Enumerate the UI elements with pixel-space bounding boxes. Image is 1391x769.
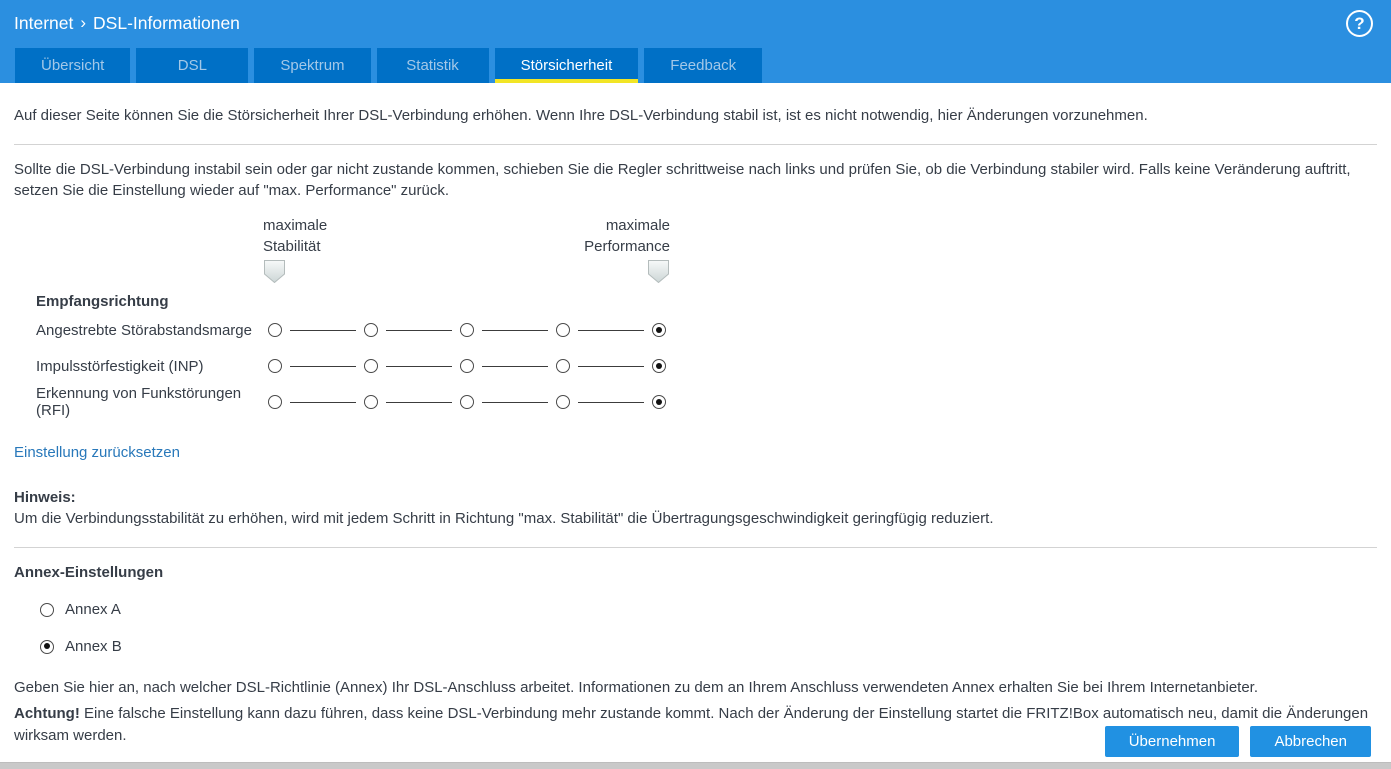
tab-statistik[interactable]: Statistik	[377, 48, 489, 83]
slider-row-erkennung-von-funkstorungen-rfi-	[14, 384, 1377, 420]
annex-description: Geben Sie hier an, nach welcher DSL-Richtlinie (Annex) Ihr DSL-Anschluss arbeitet. Informationen zu dem an Ihrem Anschluss verwendeten Annex erhalten Sie bei Ihrem Internetanbieter.	[14, 679, 1259, 696]
slider-line	[578, 402, 644, 403]
slider-radio-4-selected[interactable]	[652, 323, 666, 337]
slider-line	[482, 366, 548, 367]
slider-radio-2[interactable]	[460, 395, 474, 409]
performance-shield-icon	[648, 260, 669, 283]
main-content	[0, 83, 1391, 747]
slider-row-label: Angestrebte Störabstandsmarge	[36, 321, 252, 339]
instructions-text: Sollte die DSL-Verbindung instabil sein oder gar nicht zustande kommen, schieben Sie die Regler schrittweise nach links und prüfen Sie, ob die Verbindung stabiler wird. Falls keine Veränderung auftritt, setzen Sie die Einstellung wieder auf "max. Performance" zurück.	[14, 161, 1351, 199]
annex-warning-text: Eine falsche Einstellung kann dazu führen, dass keine DSL-Verbindung mehr zustande kommt. Nach der Änderung der Einstellung startet die FRITZ!Box automatisch neu, damit die Änderungen wirksam werden.	[14, 705, 1369, 744]
slider-row-impulsstorfestigkeit-inp-	[14, 348, 1377, 384]
slider-track	[268, 395, 666, 409]
annex-option-label: Annex B	[65, 638, 122, 655]
slider-radio-0[interactable]	[268, 395, 282, 409]
intro-text: Auf dieser Seite können Sie die Störsicherheit Ihrer DSL-Verbindung erhöhen. Wenn Ihre DSL-Verbindung stabil ist, ist es nicht notwendig, hier Änderungen vorzunehmen.	[14, 107, 1148, 124]
annex-option-annex-b[interactable]	[14, 638, 122, 655]
annex-option-label: Annex A	[65, 601, 121, 618]
hint-block	[14, 487, 1377, 529]
breadcrumb	[14, 13, 240, 34]
max-stability-label: maximale Stabilität	[263, 217, 328, 255]
slider-row-label: Impulsstörfestigkeit (INP)	[36, 357, 204, 375]
receive-direction-heading: Empfangsrichtung	[36, 293, 169, 310]
slider-row-angestrebte-storabstandsmarge	[14, 312, 1377, 348]
apply-button[interactable]: Übernehmen	[1105, 726, 1240, 757]
slider-line	[482, 402, 548, 403]
slider-radio-4-selected[interactable]	[652, 359, 666, 373]
section-divider	[14, 144, 1377, 145]
tab-spektrum[interactable]: Spektrum	[254, 48, 370, 83]
bottom-border-strip	[0, 762, 1391, 769]
slider-radio-3[interactable]	[556, 359, 570, 373]
slider-radio-2[interactable]	[460, 359, 474, 373]
tab-storsicherheit[interactable]: Störsicherheit	[495, 48, 639, 83]
hint-title: Hinweis:	[14, 489, 76, 506]
slider-line	[290, 330, 356, 331]
slider-track	[268, 323, 666, 337]
tab-bar	[0, 47, 1391, 83]
slider-line	[290, 366, 356, 367]
tab-dsl[interactable]: DSL	[136, 48, 248, 83]
breadcrumb-page-title: DSL-Informationen	[93, 13, 240, 33]
cancel-button[interactable]: Abbrechen	[1250, 726, 1371, 757]
annex-settings-heading: Annex-Einstellungen	[14, 564, 164, 581]
slider-radio-3[interactable]	[556, 395, 570, 409]
slider-radio-2[interactable]	[460, 323, 474, 337]
slider-radio-0[interactable]	[268, 359, 282, 373]
slider-radio-4-selected[interactable]	[652, 395, 666, 409]
slider-line	[386, 366, 452, 367]
slider-line	[578, 330, 644, 331]
slider-radio-1[interactable]	[364, 395, 378, 409]
annex-warning-prefix: Achtung!	[14, 705, 80, 722]
slider-scale-header	[14, 215, 1377, 289]
tab-feedback[interactable]: Feedback	[644, 48, 762, 83]
max-performance-label: maximale Performance	[584, 217, 670, 255]
annex-radio[interactable]	[40, 603, 54, 617]
slider-radio-1[interactable]	[364, 359, 378, 373]
slider-line	[386, 402, 452, 403]
annex-divider	[14, 547, 1377, 548]
slider-row-label: Erkennung von Funkstörungen (RFI)	[36, 385, 242, 419]
footer-actions	[1105, 726, 1371, 757]
slider-radio-3[interactable]	[556, 323, 570, 337]
reset-settings-link[interactable]: Einstellung zurücksetzen	[14, 444, 180, 461]
slider-line	[386, 330, 452, 331]
slider-radio-0[interactable]	[268, 323, 282, 337]
help-icon[interactable]: ?	[1346, 10, 1373, 37]
tab-ubersicht[interactable]: Übersicht	[15, 48, 130, 83]
annex-radio-selected[interactable]	[40, 640, 54, 654]
slider-line	[578, 366, 644, 367]
annex-options	[14, 601, 1377, 655]
header-bar	[0, 0, 1391, 47]
slider-rows	[14, 312, 1377, 420]
slider-radio-1[interactable]	[364, 323, 378, 337]
annex-option-annex-a[interactable]	[14, 601, 121, 618]
stability-shield-icon	[264, 260, 285, 283]
breadcrumb-separator-icon: ›	[80, 12, 87, 32]
hint-text: Um die Verbindungsstabilität zu erhöhen, wird mit jedem Schritt in Richtung "max. Stabilität" die Übertragungsgeschwindigkeit geringfügig reduziert.	[14, 510, 994, 527]
slider-line	[482, 330, 548, 331]
slider-track	[268, 359, 666, 373]
breadcrumb-section[interactable]: Internet	[14, 13, 74, 33]
slider-line	[290, 402, 356, 403]
